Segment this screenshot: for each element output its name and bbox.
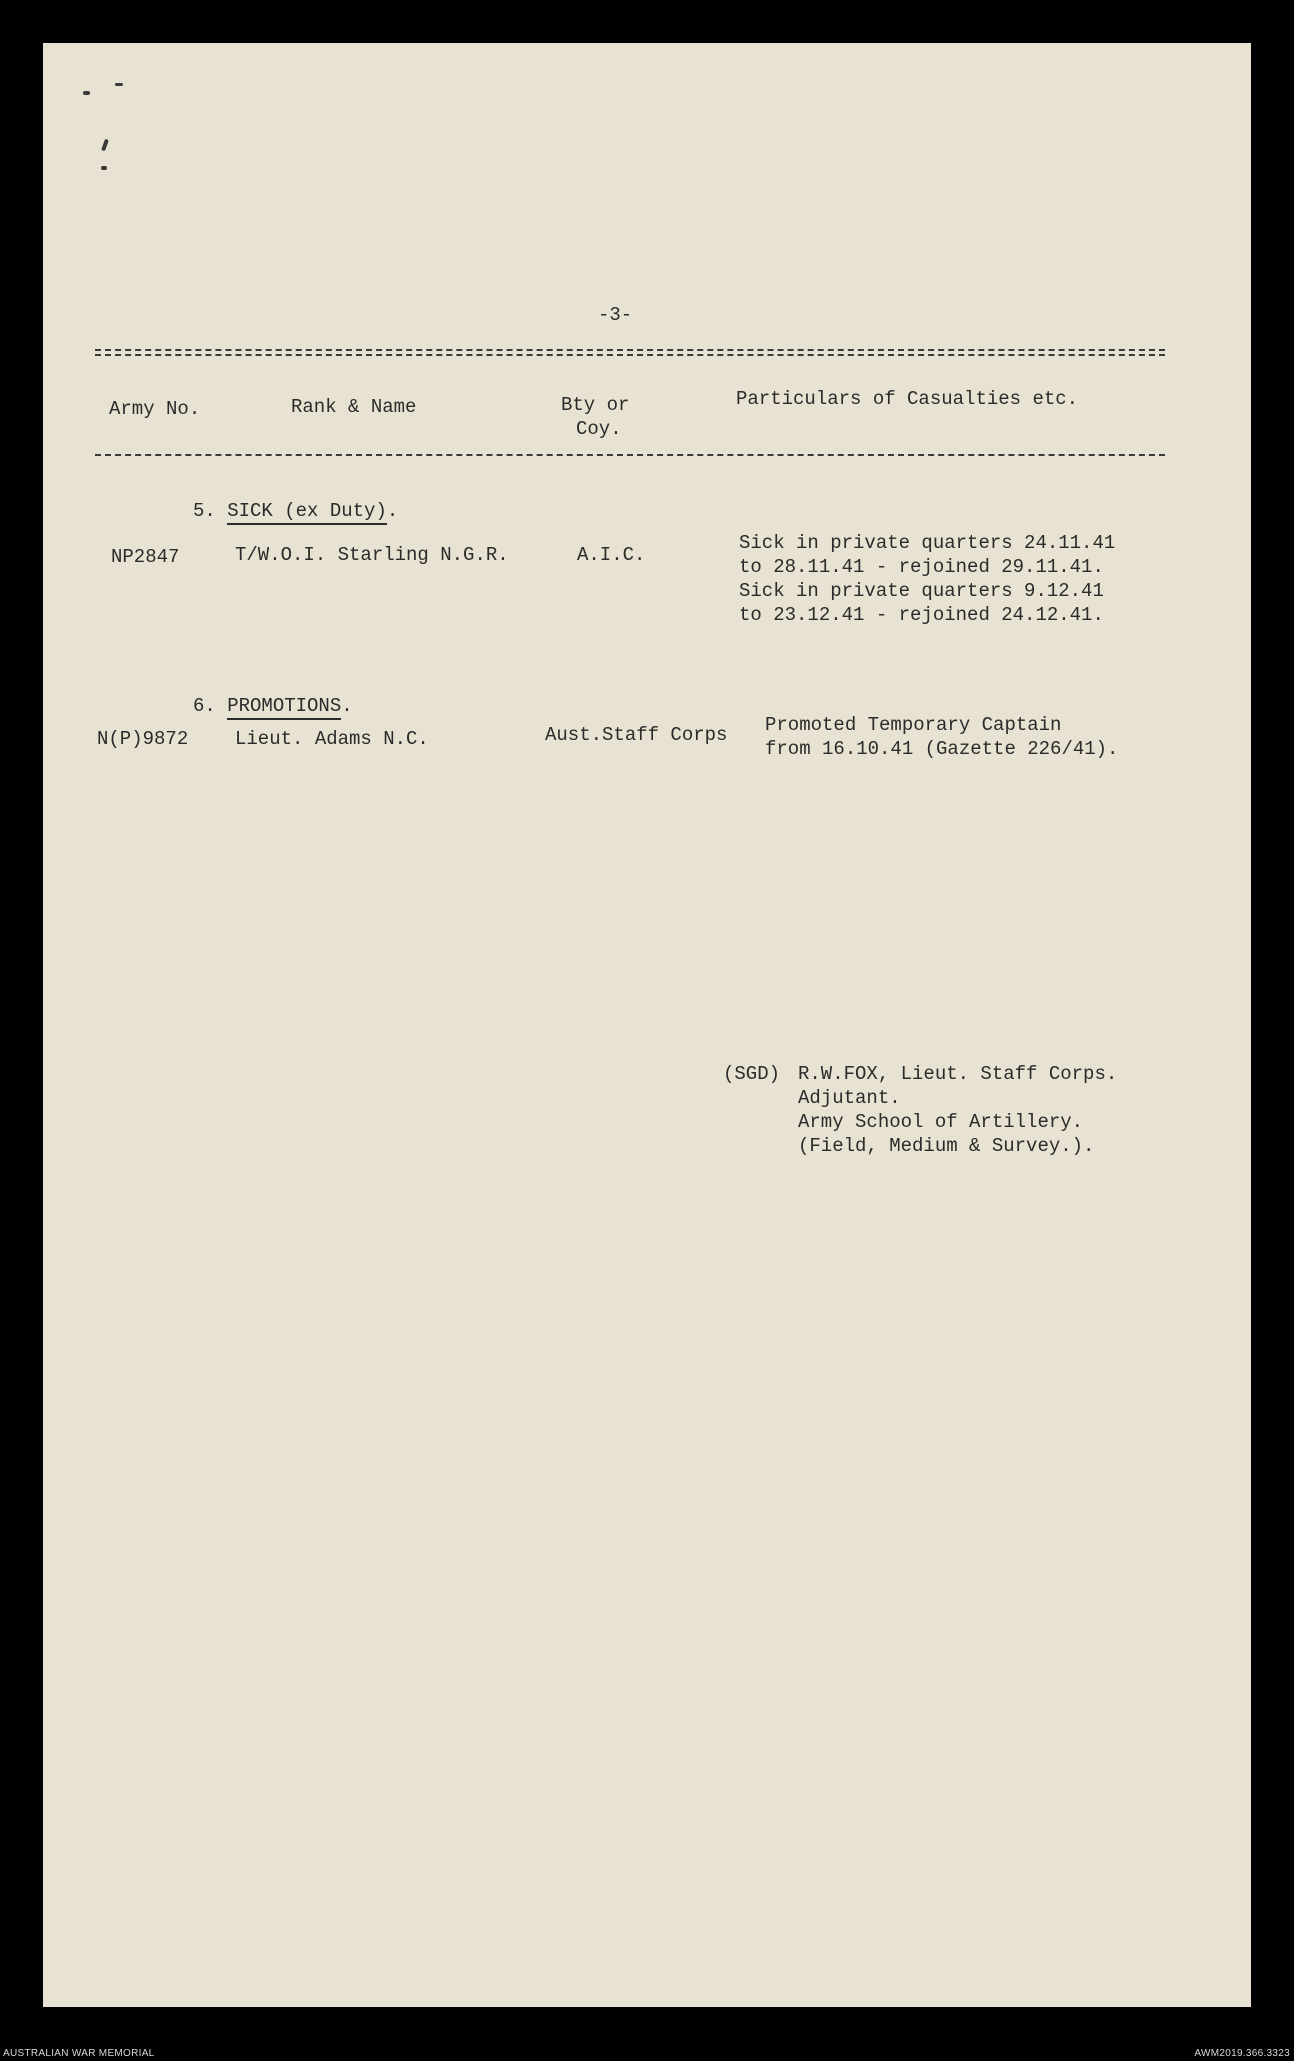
section-5-heading: [193, 499, 398, 523]
entry-particulars-line: from 16.10.41 (Gazette 226/41).: [765, 738, 1119, 760]
signature-prefix: (SGD): [723, 1063, 781, 1085]
header-bty-line1: Bty or: [561, 394, 630, 416]
entry-unit: Aust.Staff Corps: [545, 724, 728, 746]
section-6-number: 6.: [193, 695, 216, 717]
entry-rank-name: T/W.O.I. Starling N.G.R.: [235, 544, 509, 566]
section-5-number: 5.: [193, 500, 216, 522]
document-page: [43, 43, 1251, 2007]
staple-mark: [115, 83, 123, 86]
header-bty-line2: Coy.: [576, 418, 622, 440]
staple-mark: [101, 139, 109, 152]
section-6-title: PROMOTIONS: [227, 695, 341, 720]
section-6-trailing: .: [341, 695, 353, 717]
staple-mark: [83, 91, 90, 95]
entry-particulars-line: to 23.12.41 - rejoined 24.12.41.: [739, 604, 1104, 626]
header-bottom-rule: [95, 454, 1165, 456]
entry-particulars-line: Sick in private quarters 9.12.41: [739, 580, 1104, 602]
signature-line: Army School of Artillery.: [798, 1111, 1084, 1133]
section-5-title: SICK (ex Duty): [227, 500, 387, 525]
footer-accession-number: AWM2019.366.3323: [1194, 2048, 1290, 2059]
entry-unit: A.I.C.: [577, 544, 646, 566]
header-army-no: Army No.: [109, 398, 201, 420]
footer-credit: AUSTRALIAN WAR MEMORIAL: [3, 2048, 155, 2059]
header-particulars: Particulars of Casualties etc.: [736, 388, 1079, 410]
header-rank-name: Rank & Name: [291, 396, 417, 418]
entry-army-no: N(P)9872: [97, 728, 189, 750]
entry-particulars-line: Sick in private quarters 24.11.41: [739, 532, 1116, 554]
entry-particulars-line: Promoted Temporary Captain: [765, 714, 1062, 736]
section-5-trailing: .: [386, 500, 399, 522]
staple-mark: [101, 166, 107, 170]
signature-line: Adjutant.: [798, 1087, 901, 1109]
page-number: -3-: [598, 304, 633, 326]
entry-army-no: NP2847: [111, 546, 180, 568]
entry-rank-name: Lieut. Adams N.C.: [235, 728, 429, 750]
signature-line: (Field, Medium & Survey.).: [798, 1135, 1095, 1157]
entry-particulars-line: to 28.11.41 - rejoined 29.11.41.: [739, 556, 1104, 578]
signature-line: R.W.FOX, Lieut. Staff Corps.: [798, 1063, 1118, 1085]
header-top-rule: [95, 349, 1165, 356]
section-6-heading: [193, 694, 353, 718]
